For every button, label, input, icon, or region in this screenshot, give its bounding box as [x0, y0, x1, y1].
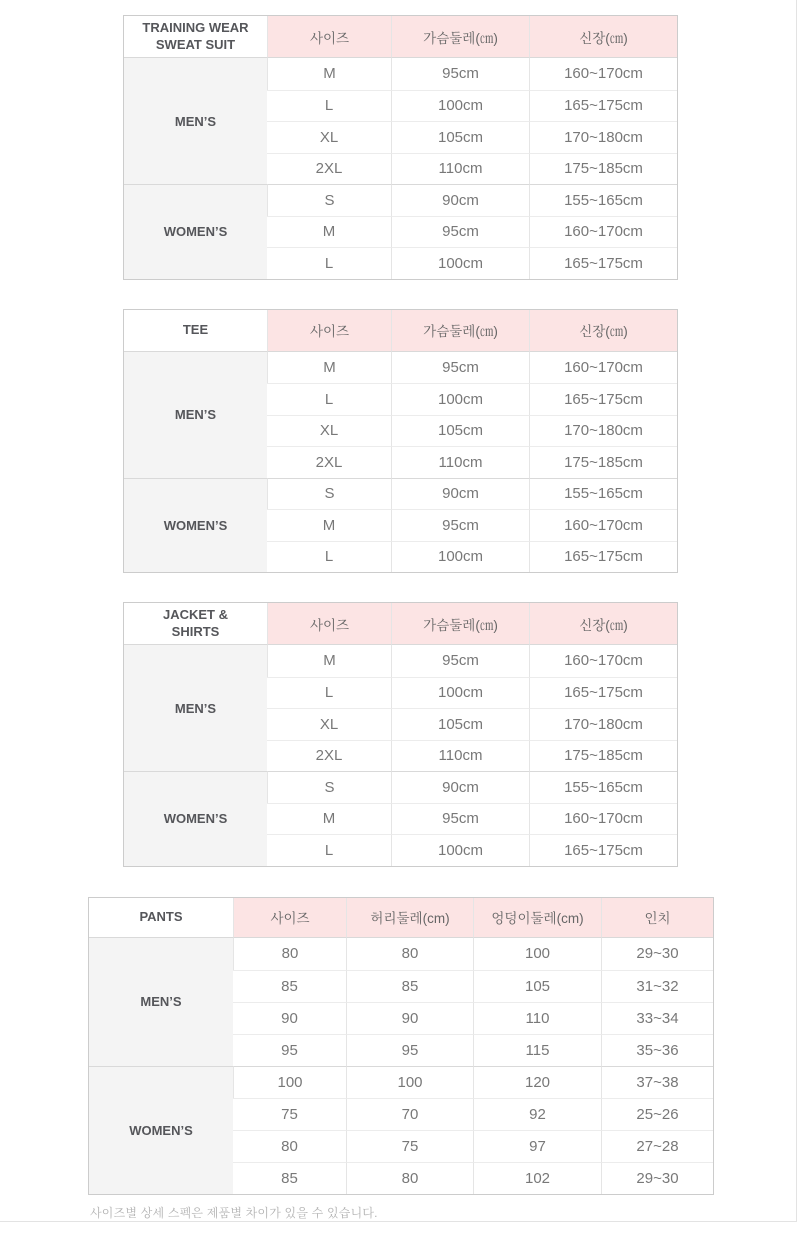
table-row [124, 645, 677, 677]
column-header: 사이즈 [267, 16, 391, 58]
size-table-pants [88, 897, 714, 1195]
data-cell: 95cm [391, 216, 529, 248]
data-cell: 95cm [391, 509, 529, 541]
data-cell: 90cm [391, 478, 529, 510]
data-cell: 95 [346, 1034, 473, 1066]
data-cell: 2XL [267, 740, 391, 772]
data-cell: 95cm [391, 352, 529, 384]
data-cell: 100cm [391, 677, 529, 709]
table-row [124, 771, 677, 803]
data-cell: 115 [473, 1034, 601, 1066]
data-cell: 165~175cm [529, 383, 677, 415]
group-label: WOMEN’S [124, 771, 267, 866]
table-row [124, 184, 677, 216]
data-cell: 160~170cm [529, 803, 677, 835]
data-cell: 100 [233, 1066, 346, 1098]
data-cell: 105cm [391, 708, 529, 740]
data-cell: 165~175cm [529, 247, 677, 279]
group-label: MEN’S [124, 58, 267, 184]
data-cell: 25~26 [601, 1098, 713, 1130]
data-cell: M [267, 803, 391, 835]
column-header: 신장(㎝) [529, 16, 677, 58]
data-cell: 160~170cm [529, 58, 677, 90]
data-cell: 95cm [391, 645, 529, 677]
data-cell: 100cm [391, 541, 529, 573]
data-cell: S [267, 184, 391, 216]
table-title: TRAINING WEAR SWEAT SUIT [124, 16, 267, 58]
data-cell: 175~185cm [529, 153, 677, 185]
data-cell: 80 [346, 1162, 473, 1194]
size-table-training-wear-sweat-suit [123, 15, 678, 280]
group-label: MEN’S [124, 352, 267, 478]
data-cell: 155~165cm [529, 478, 677, 510]
data-cell: 155~165cm [529, 771, 677, 803]
group-label: WOMEN’S [124, 184, 267, 279]
data-cell: 95 [233, 1034, 346, 1066]
data-cell: 165~175cm [529, 677, 677, 709]
data-cell: 100 [473, 938, 601, 970]
data-cell: 105 [473, 970, 601, 1002]
data-cell: 170~180cm [529, 415, 677, 447]
data-cell: 2XL [267, 446, 391, 478]
size-table-tee [123, 309, 678, 574]
column-header: 신장(㎝) [529, 310, 677, 352]
data-cell: 90cm [391, 771, 529, 803]
data-cell: 90 [346, 1002, 473, 1034]
data-cell: 27~28 [601, 1130, 713, 1162]
data-cell: L [267, 834, 391, 866]
footer-note: 사이즈별 상세 스펙은 제품별 차이가 있을 수 있습니다. [90, 1205, 378, 1220]
header-row [89, 898, 713, 938]
data-cell: M [267, 352, 391, 384]
column-header: 가슴둘레(㎝) [391, 310, 529, 352]
table-row [89, 938, 713, 970]
data-cell: M [267, 645, 391, 677]
data-cell: 33~34 [601, 1002, 713, 1034]
data-cell: 75 [346, 1130, 473, 1162]
data-cell: 35~36 [601, 1034, 713, 1066]
data-cell: 110 [473, 1002, 601, 1034]
data-cell: 165~175cm [529, 541, 677, 573]
data-cell: M [267, 509, 391, 541]
data-cell: S [267, 478, 391, 510]
data-cell: 155~165cm [529, 184, 677, 216]
data-cell: 85 [346, 970, 473, 1002]
data-cell: 165~175cm [529, 834, 677, 866]
header-row [124, 16, 677, 58]
data-cell: 90cm [391, 184, 529, 216]
data-cell: L [267, 247, 391, 279]
data-cell: L [267, 677, 391, 709]
data-cell: 100cm [391, 247, 529, 279]
table-title: TEE [124, 310, 267, 352]
data-cell: XL [267, 415, 391, 447]
data-cell: 90 [233, 1002, 346, 1034]
column-header: 허리둘레(cm) [346, 898, 473, 938]
data-cell: 29~30 [601, 1162, 713, 1194]
data-cell: 120 [473, 1066, 601, 1098]
data-cell: XL [267, 708, 391, 740]
data-cell: 165~175cm [529, 90, 677, 122]
data-cell: 100cm [391, 834, 529, 866]
group-label: MEN’S [124, 645, 267, 771]
table-row [124, 352, 677, 384]
table-title: PANTS [89, 898, 233, 938]
data-cell: 70 [346, 1098, 473, 1130]
data-cell: 85 [233, 1162, 346, 1194]
data-cell: 110cm [391, 446, 529, 478]
data-cell: 31~32 [601, 970, 713, 1002]
data-cell: 170~180cm [529, 121, 677, 153]
table-row [124, 58, 677, 90]
data-cell: 175~185cm [529, 740, 677, 772]
data-cell: 102 [473, 1162, 601, 1194]
data-cell: 97 [473, 1130, 601, 1162]
data-cell: 170~180cm [529, 708, 677, 740]
data-cell: S [267, 771, 391, 803]
data-cell: L [267, 383, 391, 415]
table-row [124, 478, 677, 510]
header-row [124, 603, 677, 645]
data-cell: 2XL [267, 153, 391, 185]
data-cell: 29~30 [601, 938, 713, 970]
column-header: 엉덩이둘레(cm) [473, 898, 601, 938]
size-table-jacket-shirts [123, 602, 678, 867]
column-header: 사이즈 [233, 898, 346, 938]
data-cell: 80 [346, 938, 473, 970]
group-label: WOMEN’S [124, 478, 267, 573]
data-cell: 110cm [391, 740, 529, 772]
column-header: 신장(㎝) [529, 603, 677, 645]
data-cell: 175~185cm [529, 446, 677, 478]
data-cell: L [267, 90, 391, 122]
column-header: 사이즈 [267, 603, 391, 645]
data-cell: 110cm [391, 153, 529, 185]
data-cell: M [267, 216, 391, 248]
data-cell: XL [267, 121, 391, 153]
data-cell: 160~170cm [529, 645, 677, 677]
data-cell: 85 [233, 970, 346, 1002]
data-cell: L [267, 541, 391, 573]
data-cell: 75 [233, 1098, 346, 1130]
data-cell: 105cm [391, 121, 529, 153]
data-cell: 80 [233, 938, 346, 970]
header-row [124, 310, 677, 352]
data-cell: 92 [473, 1098, 601, 1130]
column-header: 가슴둘레(㎝) [391, 603, 529, 645]
table-title: JACKET & SHIRTS [124, 603, 267, 645]
group-label: WOMEN’S [89, 1066, 233, 1194]
size-tables-container [0, 15, 800, 1195]
table-row [89, 1066, 713, 1098]
data-cell: 105cm [391, 415, 529, 447]
data-cell: 100 [346, 1066, 473, 1098]
data-cell: 100cm [391, 383, 529, 415]
data-cell: 95cm [391, 58, 529, 90]
column-header: 사이즈 [267, 310, 391, 352]
data-cell: 160~170cm [529, 352, 677, 384]
data-cell: 160~170cm [529, 216, 677, 248]
data-cell: 100cm [391, 90, 529, 122]
data-cell: 95cm [391, 803, 529, 835]
data-cell: 80 [233, 1130, 346, 1162]
column-header: 가슴둘레(㎝) [391, 16, 529, 58]
group-label: MEN’S [89, 938, 233, 1066]
data-cell: M [267, 58, 391, 90]
data-cell: 37~38 [601, 1066, 713, 1098]
data-cell: 160~170cm [529, 509, 677, 541]
column-header: 인치 [601, 898, 713, 938]
